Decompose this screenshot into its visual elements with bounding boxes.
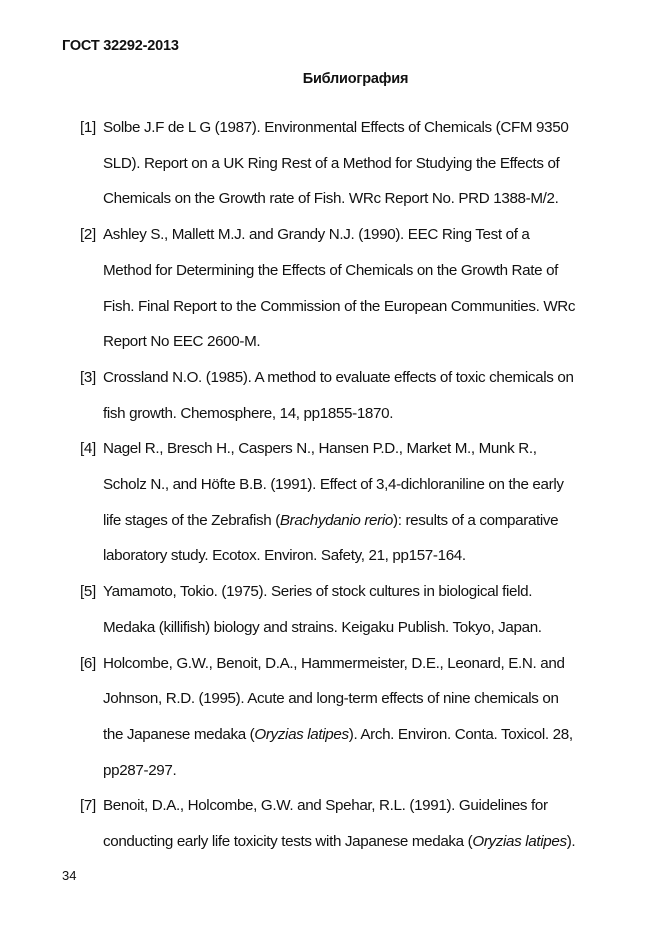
reference-text-segment: Solbe J.F de L G (1987). Environmental Effects of Chemicals (CFM 9350 — [103, 119, 569, 136]
reference-text-segment: Report No EEC 2600-M. — [103, 333, 261, 351]
reference-text-segment: pp287-297. — [103, 761, 177, 779]
reference-text-segment: Crossland N.O. (1985). A method to evaluate effects of toxic chemicals on — [103, 368, 574, 386]
reference-line — [103, 503, 620, 539]
reference-text-segment: ). — [566, 833, 576, 851]
bibliography-list — [80, 110, 620, 860]
reference-text-segment: Medaka (killifish) biology and strains. Keigaku Publish. Tokyo, Japan. — [103, 618, 542, 636]
reference-text — [103, 788, 620, 859]
reference-line — [103, 467, 620, 503]
reference-text-segment: ). Arch. Environ. Conta. Toxicol. 28, — [348, 725, 573, 743]
reference-line — [103, 146, 620, 182]
species-name: Oryzias latipes — [254, 725, 349, 743]
reference-line — [103, 289, 620, 325]
reference-text-segment: laboratory study. Ecotox. Environ. Safety, 21, pp157-164. — [103, 547, 466, 565]
reference-text — [103, 110, 620, 217]
reference-number: [1] — [80, 119, 96, 136]
reference-line — [103, 217, 620, 253]
reference-line — [103, 431, 620, 467]
bibliography-item — [80, 217, 620, 360]
reference-text-segment: Ashley S., Mallett M.J. and Grandy N.J. (1990). EEC Ring Test of a — [103, 226, 530, 244]
bibliography-item — [80, 788, 620, 859]
reference-text-segment: Holcombe, G.W., Benoit, D.A., Hammermeister, D.E., Leonard, E.N. and — [103, 654, 565, 672]
reference-text — [103, 217, 620, 360]
reference-number: [3] — [80, 368, 96, 386]
bibliography-item — [80, 574, 620, 645]
reference-text-segment: the Japanese medaka ( — [103, 725, 255, 743]
reference-number: [7] — [80, 797, 96, 815]
reference-line — [103, 753, 620, 789]
reference-text-segment: conducting early life toxicity tests with Japanese medaka ( — [103, 833, 473, 851]
reference-line — [103, 788, 620, 824]
reference-text — [103, 574, 620, 645]
document-code: ГОСТ 32292-2013 — [62, 38, 179, 54]
reference-text-segment: Method for Determining the Effects of Chemicals on the Growth Rate of — [103, 261, 559, 279]
reference-text — [103, 360, 620, 431]
reference-text-segment: Benoit, D.A., Holcombe, G.W. and Spehar, R.L. (1991). Guidelines for — [103, 797, 548, 815]
reference-number: [6] — [80, 654, 96, 672]
reference-line — [103, 610, 620, 646]
reference-line — [103, 681, 620, 717]
reference-text-segment: Chemicals on the Growth rate of Fish. WRc Report No. PRD 1388-M/2. — [103, 190, 559, 208]
reference-text-segment: SLD). Report on a UK Ring Rest of a Method for Studying the Effects of — [103, 154, 560, 172]
reference-text-segment: Nagel R., Bresch H., Caspers N., Hansen P.D., Market M., Munk R., — [103, 440, 537, 458]
species-name: Oryzias latipes — [472, 833, 567, 851]
reference-text-segment: Yamamoto, Tokio. (1975). Series of stock cultures in biological field. — [103, 583, 533, 601]
bibliography-item — [80, 431, 620, 574]
reference-line — [103, 396, 620, 432]
reference-text — [103, 646, 620, 789]
reference-line — [103, 824, 620, 860]
reference-text-segment: Johnson, R.D. (1995). Acute and long-term effects of nine chemicals on — [103, 690, 559, 708]
bibliography-item — [80, 646, 620, 789]
bibliography-item — [80, 360, 620, 431]
reference-line — [103, 574, 620, 610]
page-number: 34 — [62, 868, 77, 883]
species-name: Brachydanio rerio — [279, 511, 393, 529]
section-title: Библиография — [302, 71, 409, 87]
reference-text-segment: Scholz N., and Höfte B.B. (1991). Effect of 3,4-dichloraniline on the early — [103, 476, 564, 494]
reference-line — [103, 253, 620, 289]
reference-number: [4] — [80, 440, 96, 458]
reference-line — [103, 360, 620, 396]
reference-line — [103, 181, 620, 217]
reference-text-segment: life stages of the Zebrafish ( — [103, 511, 280, 529]
reference-line — [103, 538, 620, 574]
reference-number: [5] — [80, 583, 96, 601]
reference-number: [2] — [80, 226, 96, 244]
reference-text-segment: ): results of a comparative — [393, 511, 559, 529]
reference-text — [103, 431, 620, 574]
reference-text-segment: Fish. Final Report to the Commission of the European Communities. WRc — [103, 297, 576, 315]
reference-text-segment: fish growth. Chemosphere, 14, pp1855-1870. — [103, 404, 394, 422]
reference-line — [103, 646, 620, 682]
bibliography-item — [80, 110, 620, 217]
reference-line — [103, 717, 620, 753]
reference-line — [103, 110, 620, 146]
reference-line — [103, 324, 620, 360]
